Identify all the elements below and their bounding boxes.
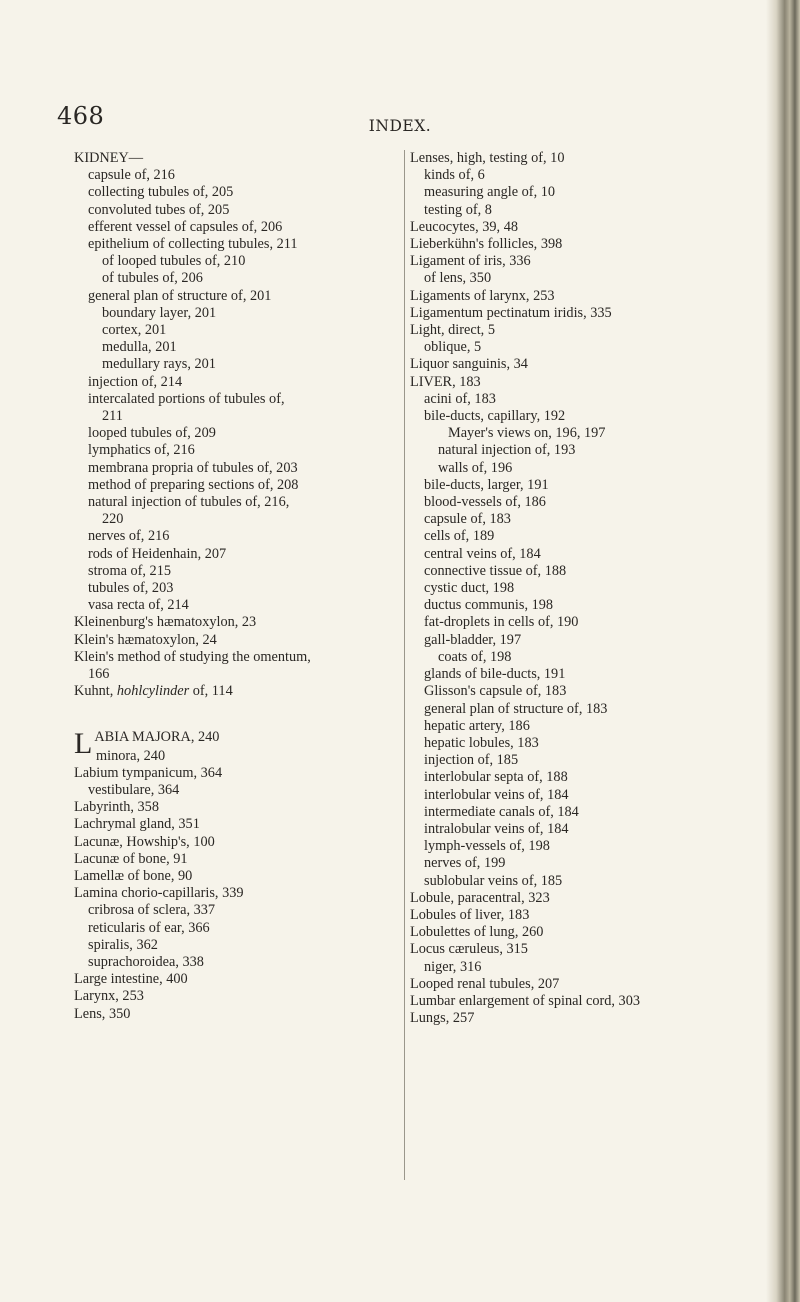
index-entry-text: stroma of, 215	[88, 562, 171, 579]
index-entry-text: Ligament of iris, 336	[410, 253, 531, 270]
index-entry-text: KIDNEY—	[74, 150, 144, 166]
index-entry	[74, 236, 394, 253]
index-entry	[410, 614, 790, 631]
index-entry	[74, 851, 394, 868]
index-entry	[74, 288, 394, 305]
index-entry-text: cells of, 189	[424, 528, 495, 545]
index-entry-text: injection of, 214	[88, 373, 183, 390]
index-entry	[410, 288, 790, 305]
index-entry-text: capsule of, 183	[424, 511, 511, 528]
index-entry-text: Lamellæ of bone, 90	[74, 867, 193, 884]
index-entry-text: membrana propria of tubules of, 203	[88, 459, 298, 476]
index-entry	[74, 937, 394, 954]
index-entry	[74, 322, 394, 339]
index-entry	[410, 873, 790, 890]
index-entry-text: kinds of, 6	[424, 167, 485, 184]
index-entry-text: coats of, 198	[438, 648, 512, 665]
index-entry-text: boundary layer, 201	[102, 304, 217, 321]
index-entry-text: Labyrinth, 358	[74, 799, 159, 816]
index-entry-text: Lachrymal gland, 351	[74, 816, 200, 833]
index-entries-right	[410, 150, 790, 1027]
index-entry	[410, 408, 790, 425]
index-entry	[74, 184, 394, 201]
index-entry-text: epithelium of collecting tubules, 211	[88, 236, 298, 253]
index-entry-text: natural injection of tubules of, 216,	[88, 494, 290, 511]
index-entry	[74, 834, 394, 851]
page-number: 468	[57, 102, 105, 130]
index-entry-text: looped tubules of, 209	[88, 425, 216, 442]
index-entry	[410, 425, 790, 442]
index-entry	[410, 322, 790, 339]
index-entry	[410, 959, 790, 976]
index-entry-text: Labium tympanicum, 364	[74, 764, 223, 781]
index-entry	[74, 614, 394, 631]
index-entry	[74, 920, 394, 937]
index-entry-text: 220	[102, 511, 124, 528]
index-entry-text: interlobular veins of, 184	[424, 786, 569, 803]
index-entry	[410, 339, 790, 356]
section-l-second-line: minora, 240	[96, 747, 166, 764]
index-entry-text: of tubules of, 206	[102, 270, 203, 287]
index-entry	[410, 924, 790, 941]
index-entry	[74, 442, 394, 459]
index-entry-text: Kleinenburg's hæmatoxylon, 23	[74, 614, 257, 631]
index-entry	[74, 868, 394, 885]
index-entry	[410, 236, 790, 253]
index-entry-text: general plan of structure of, 201	[88, 287, 272, 304]
index-entry	[410, 597, 790, 614]
index-entry-text: Klein's method of studying the omentum,	[74, 648, 311, 665]
index-entry-text: oblique, 5	[424, 339, 482, 356]
index-entry	[74, 649, 394, 666]
index-entry-text: Lobule, paracentral, 323	[410, 889, 550, 906]
index-entry	[74, 528, 394, 545]
index-entry	[410, 976, 790, 993]
index-entry	[74, 408, 394, 425]
index-entry	[74, 563, 394, 580]
index-entries-l	[74, 765, 394, 1023]
index-entry-text: Locus cæruleus, 315	[410, 941, 528, 958]
index-entry	[410, 787, 790, 804]
index-entry-text: nerves of, 216	[88, 528, 170, 545]
index-entry	[410, 528, 790, 545]
index-entry	[410, 511, 790, 528]
index-entry-text: convoluted tubes of, 205	[88, 201, 230, 218]
index-entry-text: Looped renal tubules, 207	[410, 975, 560, 992]
index-entry-text: Lumbar enlargement of spinal cord, 303	[410, 992, 641, 1009]
index-entry	[410, 305, 790, 322]
dropcap-letter: L	[74, 726, 93, 760]
index-entry-text: lymph-vessels of, 198	[424, 838, 550, 855]
index-entry-text: Lacunæ, Howship's, 100	[74, 833, 215, 850]
index-entry-text: hepatic lobules, 183	[424, 734, 539, 751]
index-entry	[74, 546, 394, 563]
index-entry-text: method of preparing sections of, 208	[88, 476, 299, 493]
index-entry-text: walls of, 196	[438, 459, 513, 476]
index-entry-text: 211	[102, 408, 123, 425]
index-entry-text: Liquor sanguinis, 34	[410, 356, 528, 373]
index-entry	[410, 150, 790, 167]
index-entry-text: fat-droplets in cells of, 190	[424, 614, 579, 631]
index-entry	[74, 954, 394, 971]
index-entry	[410, 838, 790, 855]
index-entry-text: glands of bile-ducts, 191	[424, 666, 566, 683]
index-entry-text: Lenses, high, testing of, 10	[410, 150, 565, 166]
index-entry-text: connective tissue of, 188	[424, 562, 567, 579]
index-entry	[74, 765, 394, 782]
index-entry-text: nerves of, 199	[424, 855, 506, 872]
index-entry	[74, 150, 394, 167]
index-entry-text: Ligaments of larynx, 253	[410, 287, 555, 304]
index-entry	[410, 718, 790, 735]
index-entry-text: Leucocytes, 39, 48	[410, 218, 518, 235]
index-entry-text: tubules of, 203	[88, 580, 174, 597]
index-entry	[410, 494, 790, 511]
index-entry-text: Lacunæ of bone, 91	[74, 850, 188, 867]
index-entry-text: Ligamentum pectinatum iridis, 335	[410, 304, 612, 321]
index-entry-text: vestibulare, 364	[88, 781, 180, 798]
index-entry	[74, 988, 394, 1005]
index-entry	[74, 885, 394, 902]
index-entry	[74, 477, 394, 494]
index-entry-text: efferent vessel of capsules of, 206	[88, 218, 283, 235]
index-entry-text: lymphatics of, 216	[88, 442, 195, 459]
index-entry-text: Glisson's capsule of, 183	[424, 683, 567, 700]
index-entry	[74, 782, 394, 799]
index-entry	[410, 941, 790, 958]
index-entry-text: capsule of, 216	[88, 167, 175, 184]
index-entry	[74, 202, 394, 219]
index-entry-text: Lungs, 257	[410, 1010, 475, 1027]
index-entry	[410, 253, 790, 270]
index-entry	[410, 752, 790, 769]
index-entry-text: intermediate canals of, 184	[424, 803, 579, 820]
index-entry-text: testing of, 8	[424, 201, 492, 218]
index-entry	[74, 597, 394, 614]
index-entry-text: reticularis of ear, 366	[88, 919, 210, 936]
index-entry	[74, 356, 394, 373]
index-entry-text: Lobules of liver, 183	[410, 906, 530, 923]
index-entry	[410, 202, 790, 219]
index-entry	[74, 683, 394, 700]
index-entry	[410, 890, 790, 907]
index-column-left	[74, 150, 394, 1023]
index-entry	[410, 769, 790, 786]
section-gap	[74, 701, 394, 729]
index-entry-text: of looped tubules of, 210	[102, 253, 246, 270]
index-entry	[74, 339, 394, 356]
index-entry	[410, 184, 790, 201]
index-entry	[74, 219, 394, 236]
index-entry	[74, 511, 394, 528]
index-entry	[74, 816, 394, 833]
index-entry	[74, 580, 394, 597]
index-entry	[410, 1010, 790, 1027]
index-entry-text: measuring angle of, 10	[424, 184, 556, 201]
index-entry	[410, 563, 790, 580]
index-entry	[74, 494, 394, 511]
index-entry	[74, 666, 394, 683]
index-entry	[410, 356, 790, 373]
index-entry-text: hepatic artery, 186	[424, 717, 530, 734]
index-entry	[74, 305, 394, 322]
index-entry-text: suprachoroidea, 338	[88, 953, 204, 970]
index-entry	[74, 270, 394, 287]
index-column-right	[404, 150, 790, 1180]
index-entry	[410, 632, 790, 649]
index-entry	[74, 799, 394, 816]
index-entry-text: Klein's hæmatoxylon, 24	[74, 631, 217, 648]
index-entry-suffix: of, 114	[189, 683, 233, 700]
index-entry-text: medullary rays, 201	[102, 356, 216, 373]
index-entry-text: bile-ducts, capillary, 192	[424, 408, 566, 425]
index-entry	[74, 902, 394, 919]
index-entry-text: intercalated portions of tubules of,	[88, 390, 285, 407]
index-entry-text: vasa recta of, 214	[88, 597, 189, 614]
index-entry-text: ductus communis, 198	[424, 597, 554, 614]
index-entry-text: rods of Heidenhain, 207	[88, 545, 227, 562]
index-entry-text: injection of, 185	[424, 752, 519, 769]
index-entry-text: Larynx, 253	[74, 988, 144, 1005]
index-entry-text: interlobular septa of, 188	[424, 769, 568, 786]
index-entry-text: gall-bladder, 197	[424, 631, 522, 648]
index-entry	[410, 804, 790, 821]
index-entry	[410, 701, 790, 718]
index-entry-text: intralobular veins of, 184	[424, 820, 569, 837]
index-entry	[74, 425, 394, 442]
index-entry	[74, 167, 394, 184]
index-entry-text: blood-vessels of, 186	[424, 494, 546, 511]
index-entry	[410, 666, 790, 683]
index-entry-text: medulla, 201	[102, 339, 177, 356]
index-entry-text: Lens, 350	[74, 1005, 131, 1022]
index-entry	[410, 460, 790, 477]
index-entry-italic: hohlcylinder	[116, 683, 190, 700]
index-entry	[410, 219, 790, 236]
index-entry	[410, 735, 790, 752]
index-entry	[410, 907, 790, 924]
index-entry-text: 166	[88, 666, 110, 683]
index-entry-text: Lieberkühn's follicles, 398	[410, 236, 563, 253]
index-entry-text: general plan of structure of, 183	[424, 700, 608, 717]
index-entry-text: spiralis, 362	[88, 936, 158, 953]
index-entry	[410, 580, 790, 597]
running-head: INDEX.	[368, 117, 432, 135]
index-entry-text: acini of, 183	[424, 390, 496, 407]
index-entry-text: Lobulettes of lung, 260	[410, 924, 544, 941]
index-entry	[410, 546, 790, 563]
index-entry	[74, 253, 394, 270]
index-entry	[74, 1006, 394, 1023]
index-entry-text: Mayer's views on, 196, 197	[448, 425, 606, 442]
index-entry	[410, 167, 790, 184]
index-entry-text: Light, direct, 5	[410, 322, 495, 339]
index-entry-text: cortex, 201	[102, 322, 167, 339]
index-entry-text: Large intestine, 400	[74, 971, 188, 988]
index-entry	[74, 391, 394, 408]
index-entry-text: sublobular veins of, 185	[424, 872, 563, 889]
index-entry-text: bile-ducts, larger, 191	[424, 476, 549, 493]
section-l-header	[74, 726, 394, 765]
index-entry	[74, 632, 394, 649]
index-entry-text: collecting tubules of, 205	[88, 184, 234, 201]
index-entry	[410, 477, 790, 494]
index-entry	[410, 391, 790, 408]
index-entry	[74, 971, 394, 988]
index-entry-text: niger, 316	[424, 958, 482, 975]
index-entry	[410, 649, 790, 666]
index-entry-text: of lens, 350	[424, 270, 492, 287]
index-entry-text: Kuhnt,	[74, 683, 117, 700]
index-entry-text: Lamina chorio-capillaris, 339	[74, 885, 244, 902]
index-entry-text: cribrosa of sclera, 337	[88, 902, 216, 919]
index-entry	[410, 270, 790, 287]
index-entry	[410, 855, 790, 872]
index-entry-text: natural injection of, 193	[438, 442, 576, 459]
index-entry	[74, 460, 394, 477]
index-entry	[410, 374, 790, 391]
index-entries-k	[74, 150, 394, 701]
index-entry	[410, 442, 790, 459]
index-entry-text: LIVER, 183	[410, 373, 481, 390]
index-entry	[410, 993, 790, 1010]
index-entry	[74, 374, 394, 391]
index-entry	[410, 821, 790, 838]
index-entry-text: central veins of, 184	[424, 545, 541, 562]
section-l-first-line: ABIA MAJORA, 240	[94, 728, 220, 745]
index-entry-text: cystic duct, 198	[424, 580, 515, 597]
index-entry	[410, 683, 790, 700]
